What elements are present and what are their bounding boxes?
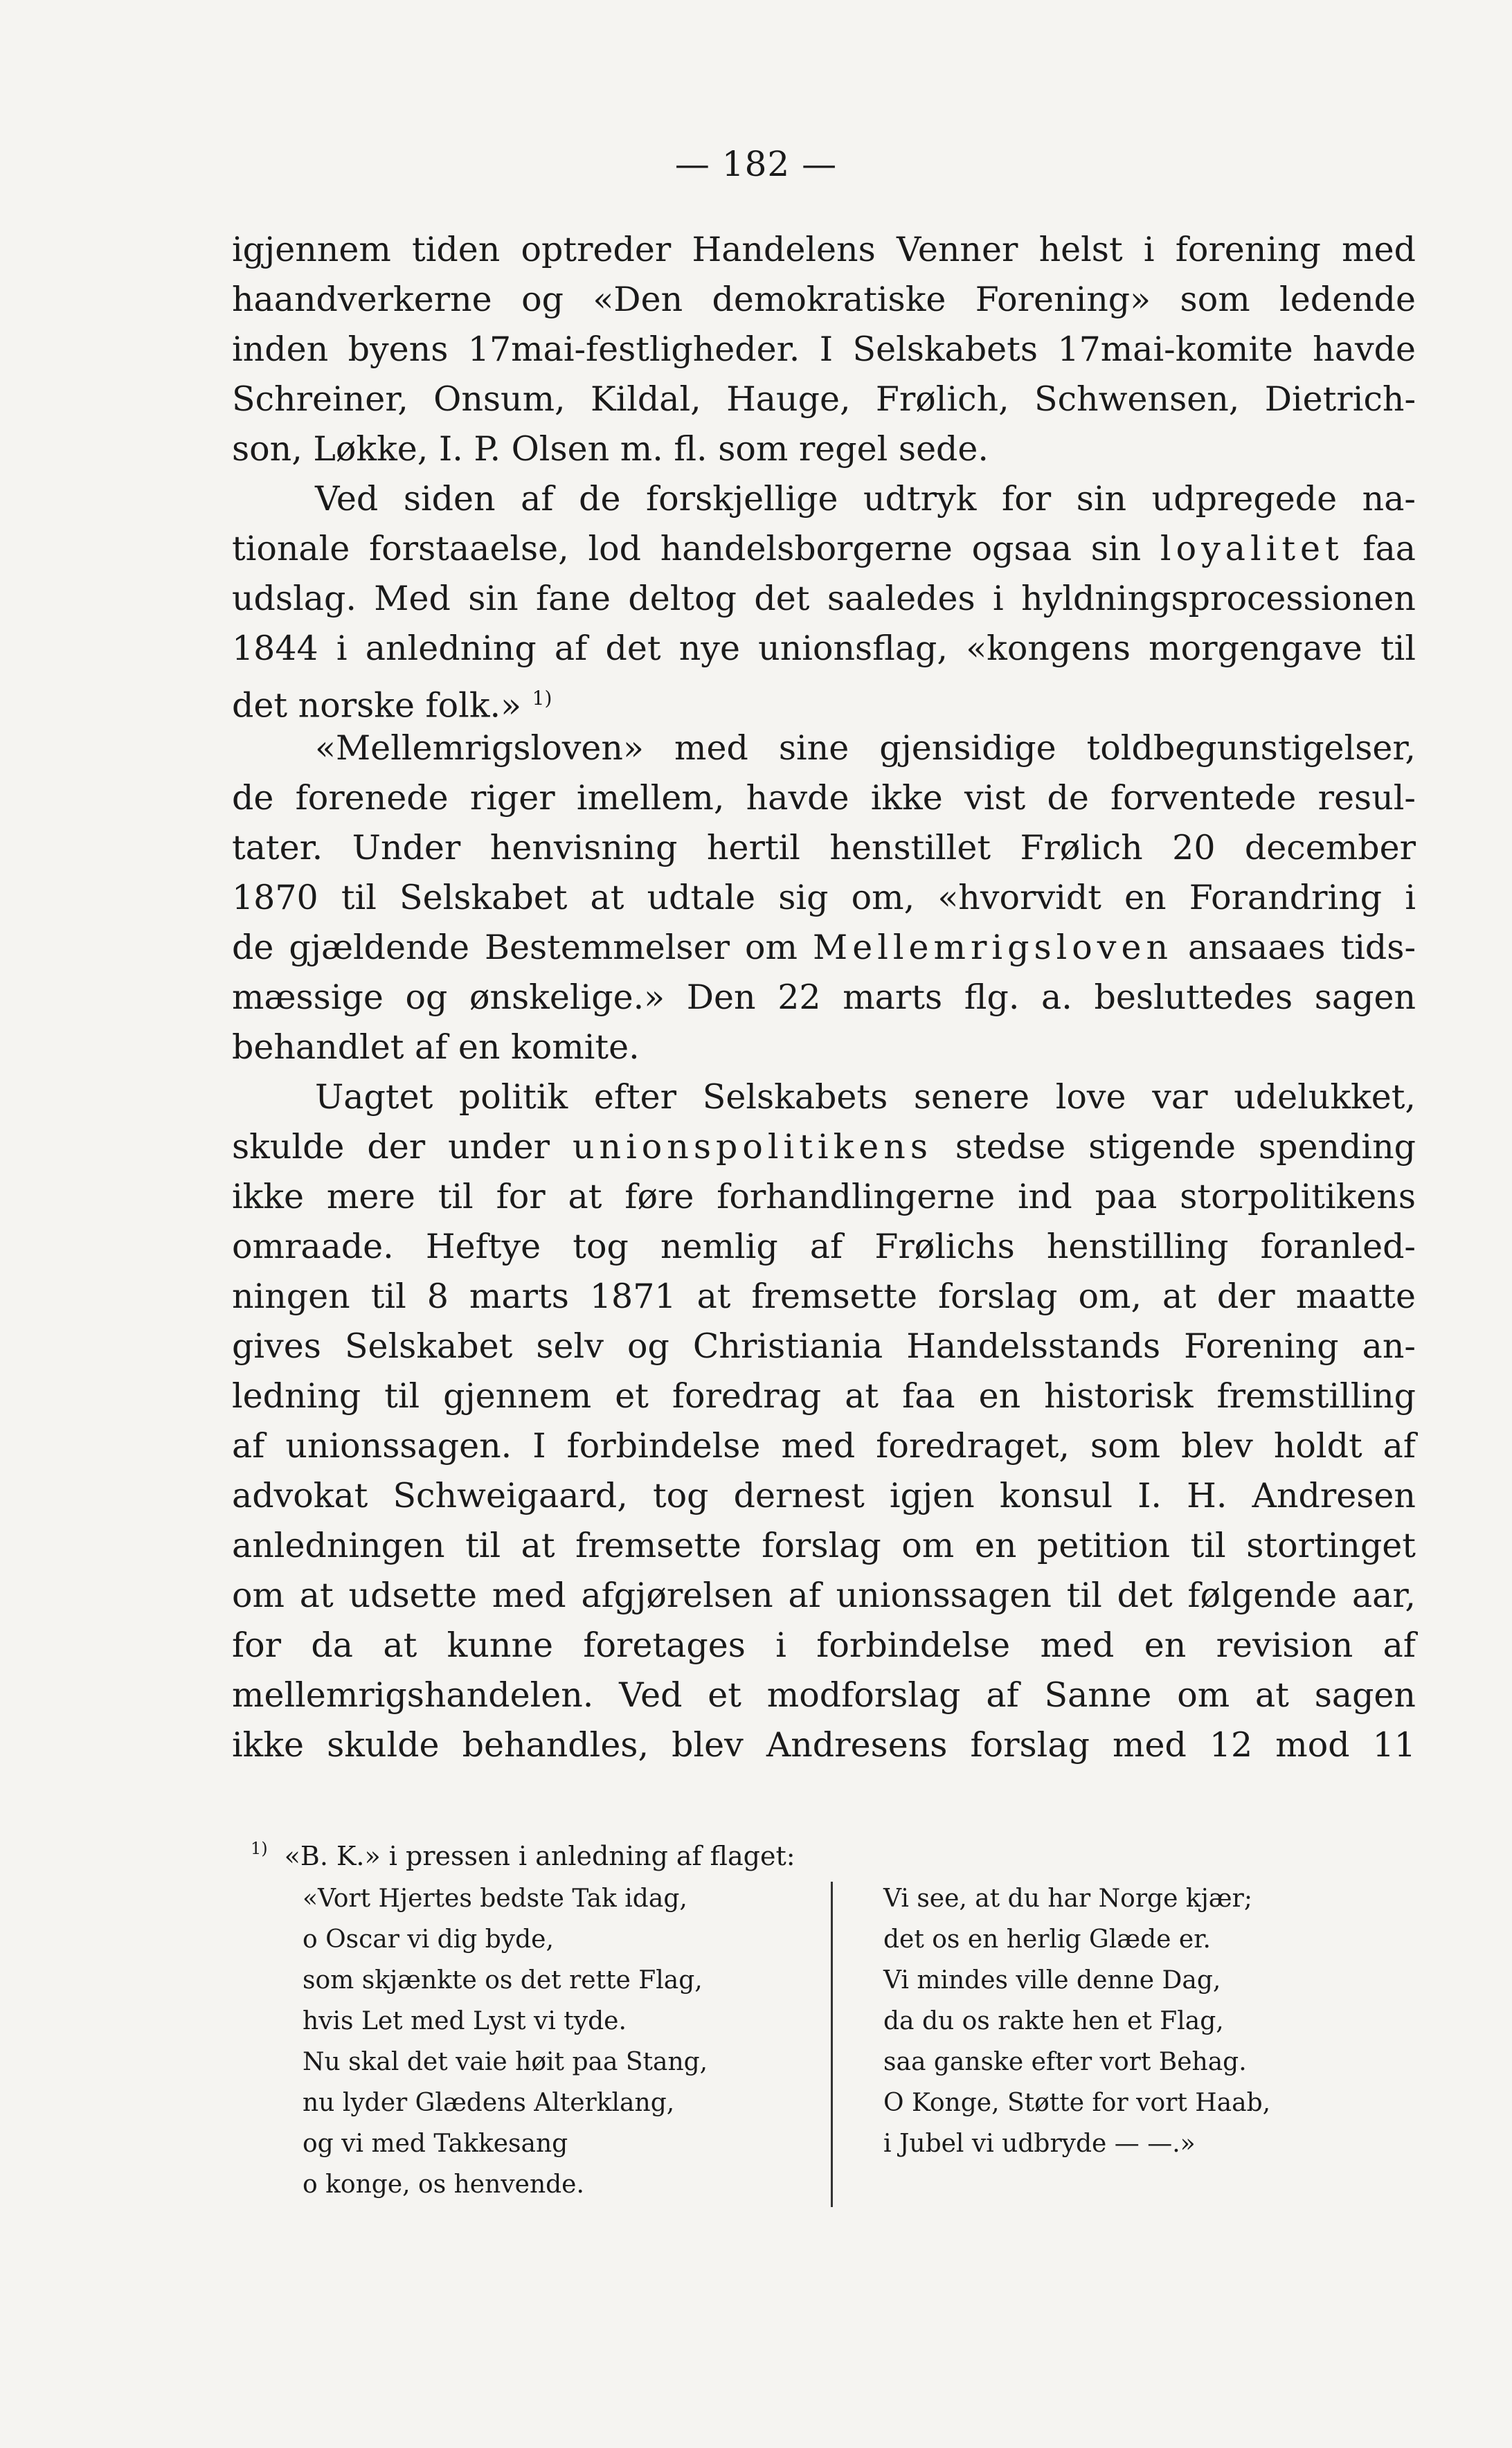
text-line: af unionssagen. I forbindelse med foredraget, som blev holdt af [232,1426,1416,1466]
page-number: — 182 — [674,144,838,184]
poem-line: saa ganske efter vort Behag. [883,2048,1247,2076]
text-segment: de gjældende Bestemmelser om [232,928,798,967]
text-line: 1844 i anledning af det nye unionsflag, «kongens morgengave til [232,629,1416,668]
poem-line: hvis Let med Lyst vi tyde. [303,2007,627,2035]
text-line: «Mellemrigsloven» med sine gjensidige toldbegunstigelser, [315,728,1416,768]
text-line: igjennem tiden optreder Handelens Venner helst i forening med [232,230,1416,269]
text-line: Uagtet politik efter Selskabets senere love var udelukket, [315,1077,1416,1117]
text-line-footnote-ref [232,674,1416,726]
poem-divider [831,1882,833,2207]
poem-line: «Vort Hjertes bedste Tak idag, [303,1884,687,1913]
text-segment: ansaaes tids- [1173,928,1416,967]
text-line: ningen til 8 marts 1871 at fremsette forslag om, at der maatte [232,1277,1416,1316]
footnote-marker: 1) [251,1839,268,1858]
text-line: mellemrigshandelen. Ved et modforslag af Sanne om at sagen [232,1675,1416,1715]
footnote-intro-text: «B. K.» i pressen i anledning af flaget: [284,1841,795,1871]
text-line: tater. Under henvisning hertil henstillet Frølich 20 december [232,828,1416,867]
text-line: 1870 til Selskabet at udtale sig om, «hvorvidt en Forandring i [232,878,1416,917]
text-line: behandlet af en komite. [232,1027,640,1067]
text-line: mæssige og ønskelige.» Den 22 marts flg. a. besluttedes sagen [232,978,1416,1017]
text-line: Ved siden af de forskjellige udtryk for sin udpregede na- [315,479,1416,519]
poem-line: Nu skal det vaie høit paa Stang, [303,2048,708,2076]
text-segment: skulde der under [232,1127,550,1167]
poem-right-column [883,1878,1270,2164]
text-line: de forenede riger imellem, havde ikke vist de forventede resul- [232,778,1416,818]
text-line-loyalitet [232,524,1416,574]
poem-line: det os en herlig Glæde er. [883,1925,1211,1954]
text-line: inden byens 17mai-festligheder. I Selskabets 17mai-komite havde [232,330,1416,369]
poem-line: o Oscar vi dig byde, [303,1925,554,1954]
spaced-word: Mellemrigsloven [813,928,1173,967]
text-line: anledningen til at fremsette forslag om en petition til stortinget [232,1526,1416,1565]
poem-line: da du os rakte hen et Flag, [883,2007,1224,2035]
text-line: gives Selskabet selv og Christiania Handelsstands Forening an- [232,1326,1416,1366]
text-line: ledning til gjennem et foredrag at faa en historisk fremstilling [232,1376,1416,1416]
text-segment: tionale forstaaelse, lod handelsborgerne ogsaa sin [232,529,1142,568]
text-segment: stedse stigende spending [932,1127,1416,1167]
poem-line: O Konge, Støtte for vort Haab, [883,2089,1271,2117]
text-line: Schreiner, Onsum, Kildal, Hauge, Frølich, Schwensen, Dietrich- [232,379,1416,419]
text-line: son, Løkke, I. P. Olsen m. fl. som regel sede. [232,429,989,469]
poem-line: Vi mindes ville denne Dag, [883,1966,1221,1995]
poem-line: som skjænkte os det rette Flag, [303,1966,703,1995]
spaced-word: loyalitet [1160,529,1344,568]
text-line: om at udsette med afgjørelsen af unionssagen til det følgende aar, [232,1576,1416,1615]
poem-line: Vi see, at du har Norge kjær; [883,1884,1252,1913]
footnote-reference: 1) [532,687,552,710]
footnote-intro [251,1828,795,1877]
poem-line: og vi med Takkesang [303,2130,568,2158]
spaced-word: unionspolitikens [573,1127,933,1167]
text-line: haandverkerne og «Den demokratiske Forening» som ledende [232,280,1416,319]
text-line: ikke skulde behandles, blev Andresens forslag med 12 mod 11 [232,1725,1416,1765]
poem-line: i Jubel vi udbryde — —.» [883,2130,1196,2158]
text-line: omraade. Heftye tog nemlig af Frølichs henstilling foranled- [232,1227,1416,1266]
text-line: advokat Schweigaard, tog dernest igjen konsul I. H. Andresen [232,1476,1416,1515]
poem-line: nu lyder Glædens Alterklang, [303,2089,675,2117]
text-line: ikke mere til for at føre forhandlingerne ind paa storpolitikens [232,1177,1416,1216]
text-line: udslag. Med sin fane deltog det saaledes i hyldningsprocessionen [232,579,1416,618]
text-line-unionspolitikens [232,1122,1416,1172]
text-segment: det norske folk.» [232,685,522,726]
poem-line: o konge, os henvende. [303,2170,584,2199]
text-line-mellemrigsloven [232,923,1416,973]
text-segment: faa [1343,529,1416,568]
body-text [232,225,1416,1770]
poem-left-column [303,1878,708,2205]
text-line: for da at kunne foretages i forbindelse med en revision af [232,1626,1416,1665]
